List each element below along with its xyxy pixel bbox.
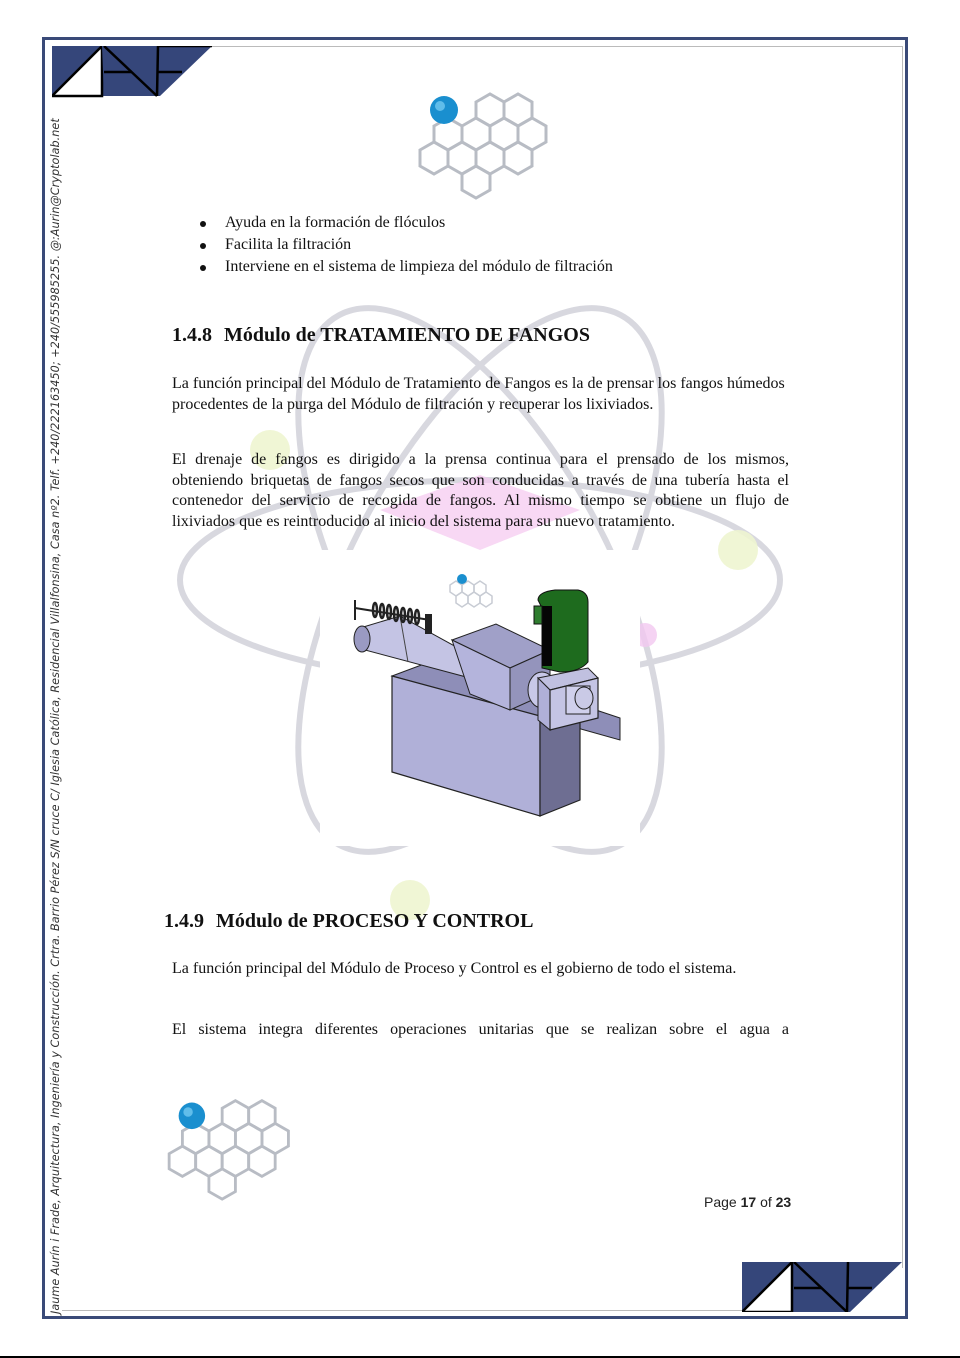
inner-border-right bbox=[902, 46, 903, 1268]
total-pages: 23 bbox=[775, 1194, 792, 1210]
molecule-logo-bottom bbox=[154, 1092, 296, 1204]
list-item: Facilita la filtración bbox=[172, 234, 613, 256]
bullet-list bbox=[172, 212, 613, 278]
list-item: Interviene en el sistema de limpieza del módulo de filtración bbox=[172, 256, 613, 278]
paragraph: La función principal del Módulo de Tratamiento de Fangos es la de prensar los fangos húmedos procedentes de la purga del Módulo de filtración y recuperar los lixiviados. bbox=[172, 375, 785, 413]
paragraph: El drenaje de fangos es dirigido a la prensa continua para el prensado de los mismos, obteniendo briquetas de fangos secos que son conducidas a través de una tubería hasta el contenedor del servicio de recogida de fangos. Al mismo tiempo se obtiene un flujo de lixiviados que es reintroducido al inicio del sistema para su nuevo tratamiento. bbox=[172, 451, 789, 530]
page-number: Page 17 of 23 bbox=[704, 1194, 792, 1210]
list-item: Ayuda en la formación de flóculos bbox=[172, 212, 613, 234]
section-heading-1-4-8: 1.4.8 Módulo de TRATAMIENTO DE FANGOS bbox=[172, 324, 590, 346]
company-logo-bottom bbox=[742, 1262, 902, 1312]
inner-border-bottom bbox=[62, 1310, 742, 1311]
paragraph: El sistema integra diferentes operaciones unitarias que se realizan sobre el agua a bbox=[172, 1021, 789, 1038]
bullet-icon bbox=[200, 243, 206, 249]
sludge-press-figure bbox=[320, 550, 640, 846]
bullet-icon bbox=[200, 221, 206, 227]
current-page: 17 bbox=[740, 1194, 757, 1210]
bullet-icon bbox=[200, 265, 206, 271]
molecule-logo-top bbox=[404, 88, 554, 200]
sidebar-address: Jaume Aurín i Frade, Arquitectura, Ingeniería y Construcción. Crtra. Barrio Pérez S/N cruce C/ Iglesia Católica, Residencial Villalfonsina, Casa nº2. Telf. +240/222163450; +240/555985255. @:Aurin@Cryptolab.net bbox=[49, 118, 62, 1314]
company-logo-top bbox=[52, 46, 212, 98]
paragraph: La función principal del Módulo de Proceso y Control es el gobierno de todo el sistema. bbox=[172, 960, 737, 977]
electron-dot bbox=[718, 530, 758, 570]
section-heading-1-4-9: 1.4.9 Módulo de PROCESO Y CONTROL bbox=[164, 910, 534, 932]
sludge-press-illustration bbox=[320, 550, 640, 846]
inner-border-top bbox=[212, 46, 902, 47]
